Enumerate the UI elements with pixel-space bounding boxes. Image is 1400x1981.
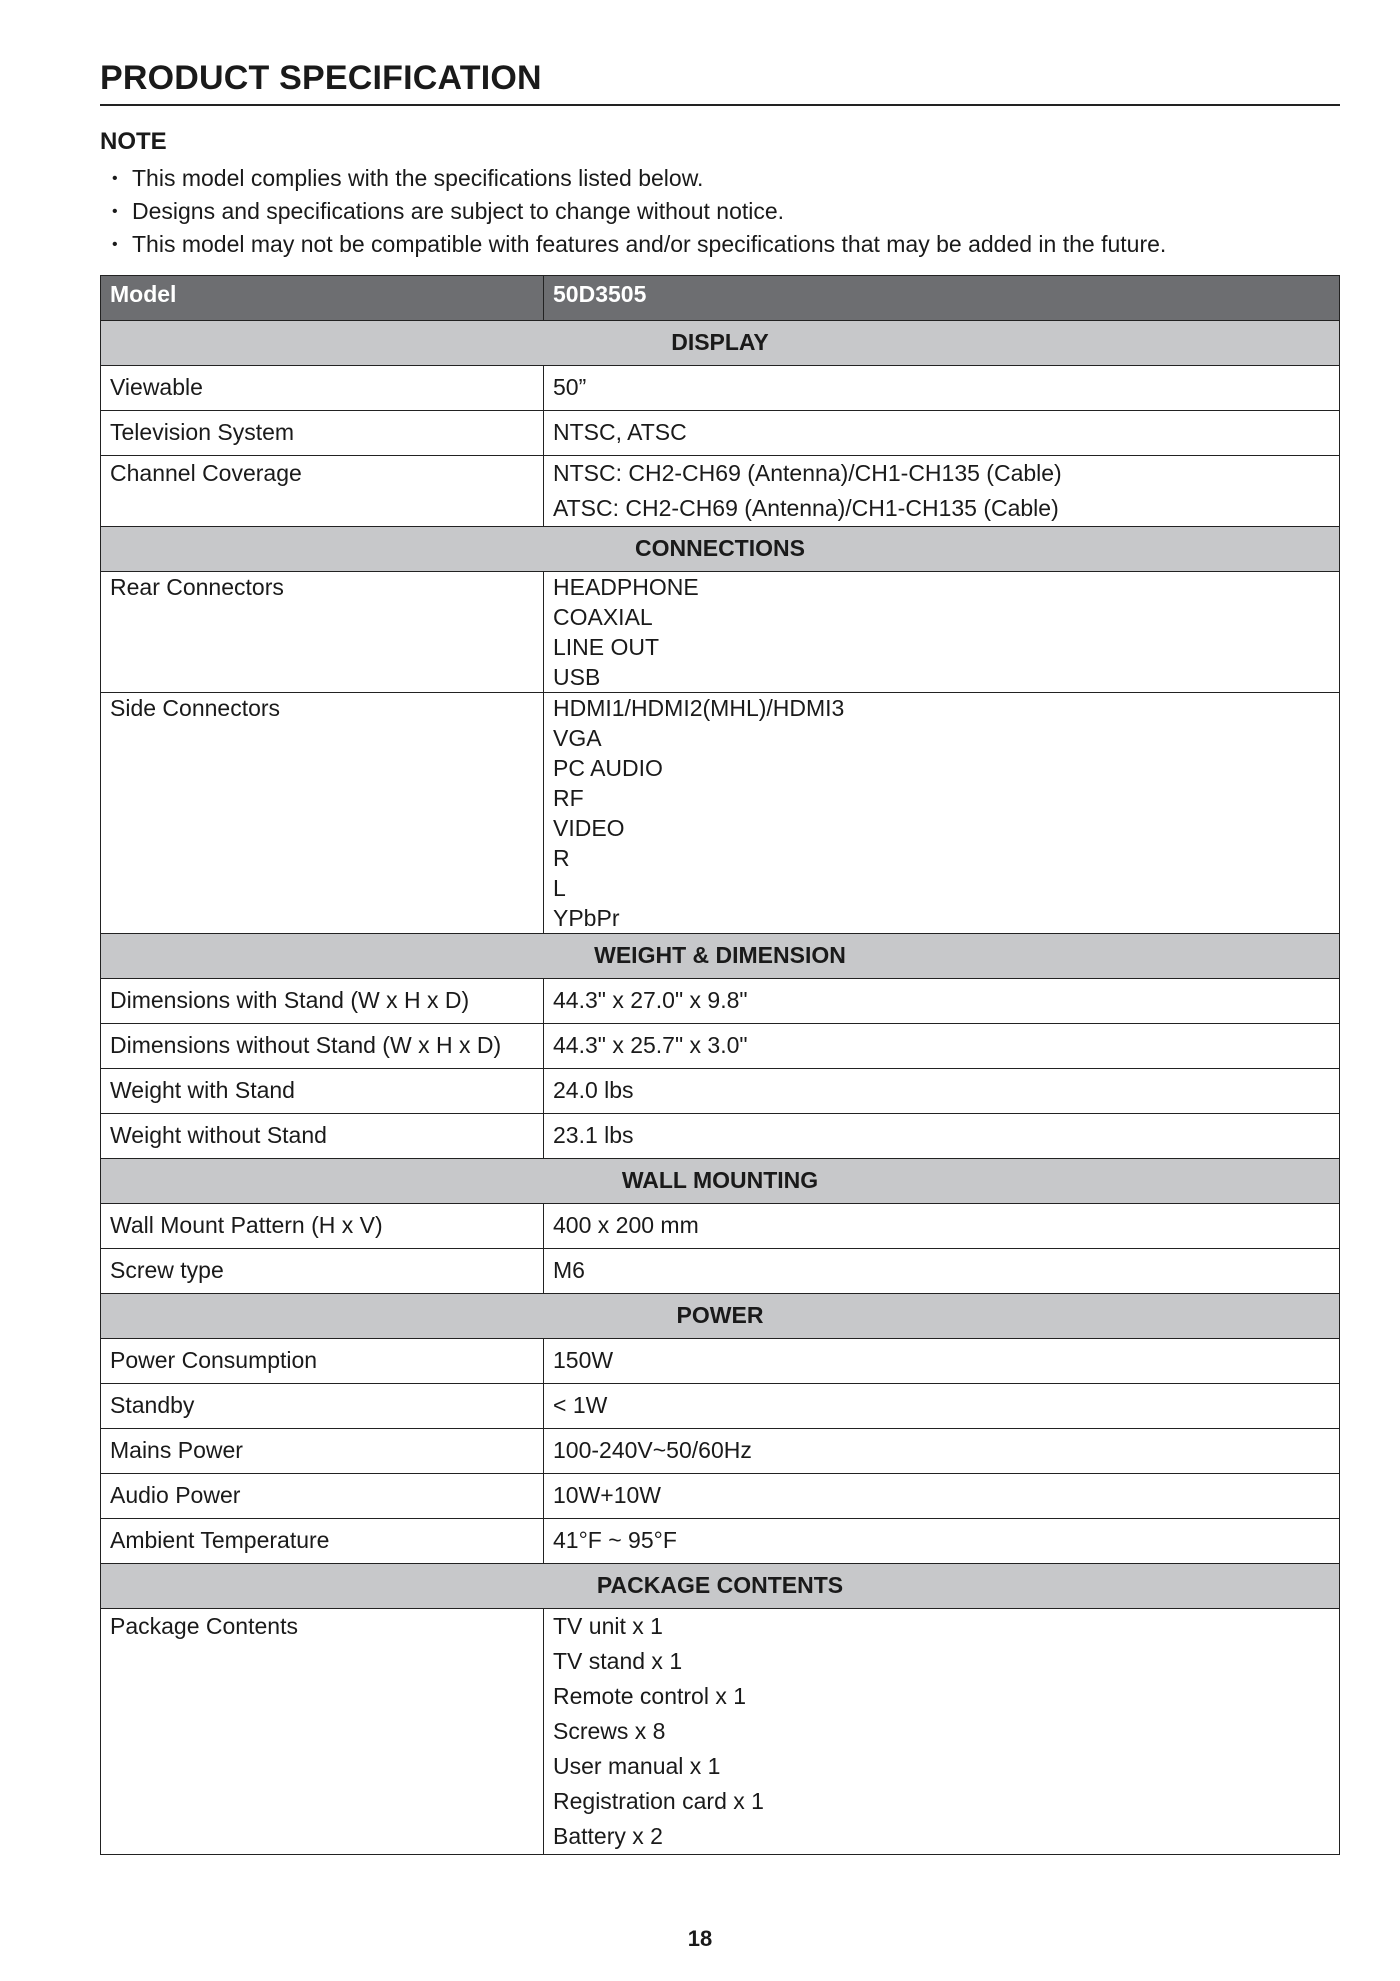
row-value-line: VGA [553, 725, 602, 751]
row-value-line: ATSC: CH2-CH69 (Antenna)/CH1-CH135 (Cable) [553, 495, 1059, 521]
table-row [101, 456, 1340, 527]
row-value-line: Battery x 2 [553, 1823, 663, 1849]
header-model-value: 50D3505 [544, 276, 1340, 321]
section-connections [101, 527, 1340, 572]
row-value [544, 693, 1340, 934]
table-row [101, 366, 1340, 411]
spec-page [100, 0, 1340, 1855]
row-value: 41°F ~ 95°F [544, 1519, 1340, 1564]
row-label-text: Channel Coverage [110, 460, 302, 486]
note-item: • This model complies with the specifications listed below. [100, 162, 1340, 195]
row-value-line: TV unit x 1 [553, 1613, 663, 1639]
row-value-line: PC AUDIO [553, 755, 663, 781]
row-label-text: Side Connectors [110, 695, 281, 721]
section-display [101, 321, 1340, 366]
section-weight-dimension [101, 934, 1340, 979]
header-label: Model [101, 276, 544, 321]
row-value: 24.0 lbs [544, 1069, 1340, 1114]
row-label: Power Consumption [101, 1339, 544, 1384]
table-row [101, 1114, 1340, 1159]
row-value: 23.1 lbs [544, 1114, 1340, 1159]
page-number: 18 [687, 1926, 713, 1951]
section-title: CONNECTIONS [101, 527, 1340, 572]
row-value: 400 x 200 mm [544, 1204, 1340, 1249]
table-row [101, 1519, 1340, 1564]
table-row [101, 1069, 1340, 1114]
row-value: M6 [544, 1249, 1340, 1294]
row-value: NTSC, ATSC [544, 411, 1340, 456]
row-value-line: User manual x 1 [553, 1753, 721, 1779]
row-value-line: LINE OUT [553, 634, 660, 660]
row-value-line: TV stand x 1 [553, 1648, 683, 1674]
row-value-line: VIDEO [553, 815, 625, 841]
row-value-line: HDMI1/HDMI2(MHL)/HDMI3 [553, 695, 845, 721]
row-value: 50” [544, 366, 1340, 411]
row-label: Standby [101, 1384, 544, 1429]
row-value: 44.3" x 27.0" x 9.8" [544, 979, 1340, 1024]
table-row [101, 1249, 1340, 1294]
section-title: PACKAGE CONTENTS [101, 1564, 1340, 1609]
table-row [101, 1384, 1340, 1429]
row-value-line: NTSC: CH2-CH69 (Antenna)/CH1-CH135 (Cable) [553, 460, 1062, 486]
table-row [101, 1474, 1340, 1519]
row-label: Dimensions with Stand (W x H x D) [101, 979, 544, 1024]
row-label-text: Package Contents [110, 1613, 298, 1639]
table-row [101, 1024, 1340, 1069]
row-label [101, 1609, 544, 1855]
row-value: 100-240V~50/60Hz [544, 1429, 1340, 1474]
note-heading: NOTE [100, 128, 167, 155]
note-item: • This model may not be compatible with features and/or specifications that may be added in the future. [100, 228, 1340, 261]
row-value-line: Remote control x 1 [553, 1683, 747, 1709]
row-value: 150W [544, 1339, 1340, 1384]
row-label: Weight with Stand [101, 1069, 544, 1114]
row-value [544, 1609, 1340, 1855]
row-value: 44.3" x 25.7" x 3.0" [544, 1024, 1340, 1069]
note-item: • Designs and specifications are subject to change without notice. [100, 195, 1340, 228]
row-value-line: L [553, 875, 566, 901]
row-value: 10W+10W [544, 1474, 1340, 1519]
section-power [101, 1294, 1340, 1339]
row-label: Wall Mount Pattern (H x V) [101, 1204, 544, 1249]
row-label [101, 693, 544, 934]
row-label: Mains Power [101, 1429, 544, 1474]
row-value-line: Screws x 8 [553, 1718, 666, 1744]
table-row [101, 1609, 1340, 1855]
page-title: PRODUCT SPECIFICATION [100, 58, 1340, 106]
row-label: Weight without Stand [101, 1114, 544, 1159]
row-label [101, 456, 544, 527]
section-title: DISPLAY [101, 321, 1340, 366]
row-label: Ambient Temperature [101, 1519, 544, 1564]
row-value: < 1W [544, 1384, 1340, 1429]
row-value-line: COAXIAL [553, 604, 653, 630]
table-row [101, 1429, 1340, 1474]
row-label: Viewable [101, 366, 544, 411]
table-row [101, 693, 1340, 934]
row-value-line: Registration card x 1 [553, 1788, 764, 1814]
row-value-line: HEADPHONE [553, 574, 699, 600]
section-title: WEIGHT & DIMENSION [101, 934, 1340, 979]
section-wall-mounting [101, 1159, 1340, 1204]
row-value-line: USB [553, 664, 601, 690]
table-row [101, 572, 1340, 693]
row-label: Television System [101, 411, 544, 456]
row-value-line: R [553, 845, 570, 871]
row-label-text: Rear Connectors [110, 574, 284, 600]
specification-table [100, 275, 1340, 1855]
row-value [544, 572, 1340, 693]
section-package-contents [101, 1564, 1340, 1609]
row-value-line: YPbPr [553, 905, 620, 931]
note-list [100, 162, 1340, 261]
row-value-line: RF [553, 785, 584, 811]
row-label [101, 572, 544, 693]
section-title: POWER [101, 1294, 1340, 1339]
table-row [101, 1339, 1340, 1384]
section-title: WALL MOUNTING [101, 1159, 1340, 1204]
table-row [101, 411, 1340, 456]
row-value [544, 456, 1340, 527]
table-row [101, 979, 1340, 1024]
table-header-row [101, 276, 1340, 321]
table-row [101, 1204, 1340, 1249]
row-label: Screw type [101, 1249, 544, 1294]
row-label: Audio Power [101, 1474, 544, 1519]
row-label: Dimensions without Stand (W x H x D) [101, 1024, 544, 1069]
